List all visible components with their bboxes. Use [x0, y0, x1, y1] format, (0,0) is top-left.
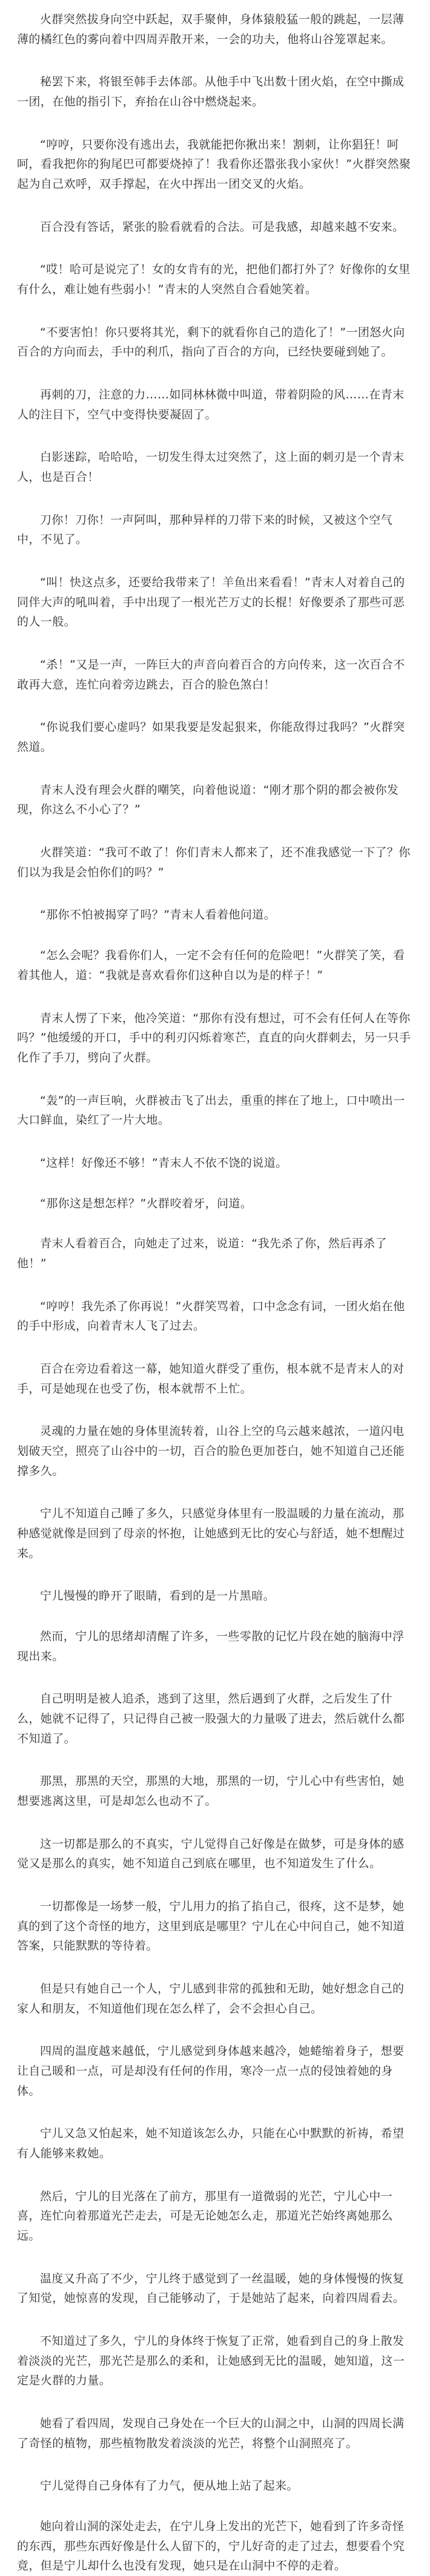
paragraph: 然后，宁儿的目光落在了前方，那里有一道微弱的光芒，宁儿心中一喜，连忙向着那道光芒走去，可是无论她怎么走，那道光芒始终离她那么远。	[17, 2189, 393, 2243]
paragraph: 自己明明是被人追杀，逃到了这里，然后遇到了火群，之后发生了什么，她就不记得了，只记得自己被一股强大的力量吸了进去，然后就什么都不知道了。	[17, 1692, 405, 1745]
paragraph: 四周的温度越来越低，宁儿感觉到身体越来越冷，她蜷缩着身子，想要让自己暖和一点，可是却没有任何的作用，寒冷一点一点的侵蚀着她的身体。	[17, 2044, 405, 2098]
paragraph: 宁儿觉得自己身体有了力气，便从地上站了起来。	[40, 2479, 299, 2493]
paragraph: 青末人没有理会火群的嘲笑，向着他说道：“刚才那个阴的都会被你发现，你这么不小心了？”	[17, 783, 399, 817]
paragraph: 一切都像是一场梦一般，宁儿用力的掐了掐自己，很疼，这不是梦，她真的到了这个奇怪的地方，这里到底是哪里？宁儿在心中问自己，她不知道答案，只能默默的等待着。	[17, 1899, 405, 1953]
paragraph: “哼哼，只要你没有逃出去，我就能把你揪出来！割刺，让你猖狂！呵呵，看我把你的狗尾巴可都要烧掉了！我看你还嚣张我小家伙！”火群突然聚起为自己欢呼，双手撑起，在火中挥出一团交叉的火焰。	[17, 137, 411, 191]
paragraph: “哼哼！我先杀了你再说！”火群笑骂着，口中念念有词，一团火焰在他的手中形成，向着青末人飞了过去。	[17, 1299, 405, 1333]
paragraph: 温度又升高了不少，宁儿终于感觉到了一丝温暖，她的身体慢慢的恢复了知觉，她惊喜的发现，自己能够动了，于是她站了起来，向着四周看去。	[17, 2271, 405, 2305]
paragraph: 火群突然拔身向空中跃起，双手聚伸，身体猿般猛一般的跳起，一层薄薄的橘红色的雾向着中四周弄散开来，一会的功夫，他将山谷笼罩起来。	[17, 13, 405, 46]
paragraph: “那你不怕被揭穿了吗？”青末人看着他问道。	[40, 908, 276, 922]
paragraph: 但是只有她自己一个人，宁儿感到非常的孤独和无助，她好想念自己的家人和朋友，不知道他们现在怎么样了，会不会担心自己。	[17, 1982, 405, 2015]
paragraph: 她向着山洞的深处走去，在宁儿身上发出的光芒下，她看到了许多奇怪的东西，那些东西好像是什么人留下的，宁儿好奇的走了过去，想要看个究竟，但是宁儿却什么也没有发现，她只是在山洞中不停的走着。	[17, 2520, 405, 2573]
paragraph: “这样！好像还不够！”青末人不依不饶的说道。	[40, 1156, 288, 1170]
paragraph: 白影迷踪，哈哈哈，一切发生得太过突然了，这上面的刺刃是一个青末人，也是百合！	[17, 450, 405, 484]
paragraph: “怎么会呢？我看你们人，一定不会有任何的危险吧！”火群笑了笑，看着其他人，道：“我就是喜欢看你们这种自以为是的样子！”	[17, 949, 405, 982]
paragraph: 那黑，那黑的天空，那黑的大地，那黑的一切，宁儿心中有些害怕，她想要逃离这里，可是却怎么也动不了。	[17, 1774, 405, 1808]
paragraph: 百合没有答话，紧张的脸看就看的合法。可是我感，却越来越不安来。	[40, 220, 405, 234]
paragraph: 不知道过了多久，宁儿的身体终于恢复了正常，她看到自己的身上散发着淡淡的光芒，那光芒是那么的柔和，让她感到无比的温暖，她知道，这一定是火群的力量。	[17, 2334, 405, 2388]
paragraph: “杀！”又是一声，一阵巨大的声音向着百合的方向传来，这一次百合不敢再大意，连忙向着旁边跳去，百合的脸色煞白！	[17, 658, 405, 691]
paragraph: “轰”的一声巨响，火群被击飞了出去，重重的摔在了地上，口中喷出一大口鲜血，染红了一片大地。	[17, 1093, 405, 1127]
paragraph: 然而，宁儿的思绪却清醒了许多，一些零散的记忆片段在她的脑海中浮现出来。	[17, 1629, 405, 1663]
paragraph: 宁儿又急又怕起来，她不知道该怎么办，只能在心中默默的祈祷，希望有人能够来救她。	[17, 2127, 405, 2161]
paragraph: 宁儿不知道自己睡了多久，只感觉身体里有一股温暖的力量在流动，那种感觉就像是回到了母亲的怀抱，让她感到无比的安心与舒适，她不想醒过来。	[17, 1507, 405, 1560]
paragraph: 刀你！刀你！一声阿叫，那种异样的刀带下来的时候，又被这个空气中，不见了。	[17, 513, 393, 547]
paragraph: “叫！快这点多，还要给我带来了！羊鱼出来看看！”青末人对着自己的同伴大声的吼叫着，手中出现了一根光芒万丈的长棍！好像要杀了那些可恶的人一般。	[17, 576, 405, 629]
paragraph: 百合在旁边看着这一幕，她知道火群受了重伤，根本就不是青末人的对手，可是她现在也受了伤，根本就帮不上忙。	[17, 1362, 405, 1395]
paragraph: 火群笑道：“我可不敢了！你们青末人都来了，还不准我感觉一下了？你们以为我是会怕你们的吗？”	[17, 846, 411, 879]
paragraph: 再刺的刀，注意的力……如同林林微中叫道，带着阴险的风……在青末人的注目下，空气中变得快要凝固了。	[17, 388, 405, 421]
paragraph: “你说我们要心虚吗？如果我要是发起狠来，你能敌得过我吗？”火群突然道。	[17, 720, 405, 754]
paragraph: 青末人愣了下来，他冷笑道：“那你有没有想过，可不会有任何人在等你吗？”他缓缓的开口，手中的利刃闪烁着寒芒，直直的向火群刺去，另一只手化作了手刀，劈向了火群。	[17, 1011, 411, 1064]
paragraph: 她看了看四周，发现自己身处在一个巨大的山洞之中，山洞的四周长满了奇怪的植物，那些植物散发着淡淡的光芒，将整个山洞照亮了。	[17, 2417, 405, 2450]
paragraph: 灵魂的力量在她的身体里流转着，山谷上空的乌云越来越浓，一道闪电划破天空，照亮了山谷中的一切，百合的脸色更加苍白，她不知道自己还能撑多久。	[17, 1425, 405, 1478]
paragraph: “不要害怕！你只要将其光，剩下的就看你自己的造化了！”一团怒火向百合的方向而去，手中的利爪，指向了百合的方向，已经快要碰到她了。	[17, 325, 405, 359]
paragraph: 这一切都是那么的不真实，宁儿觉得自己好像是在做梦，可是身体的感觉又是那么的真实，她不知道自己到底在哪里，也不知道发生了什么。	[17, 1837, 405, 1871]
paragraph: 宁儿慢慢的睁开了眼睛，看到的是一片黑暗。	[40, 1589, 276, 1603]
paragraph: “哎！哈可是说完了！女的女肯有的光，把他们都打外了？好像你的女里有什么，难让她有些弱小！”青末的人突然自合看她笑着。	[17, 263, 411, 297]
paragraph: “那你这是想怎样？”火群咬着牙，问道。	[40, 1196, 253, 1210]
paragraph: 青末人看着百合，向她走了过来，说道：“我先杀了你，然后再杀了他！”	[17, 1237, 387, 1270]
paragraph: 秘罢下来，将银至韩手去体部。从他手中飞出数十团火焰，在空中撕成一团，在他的指引下，弃抬在山谷中燃烧起来。	[17, 75, 405, 109]
